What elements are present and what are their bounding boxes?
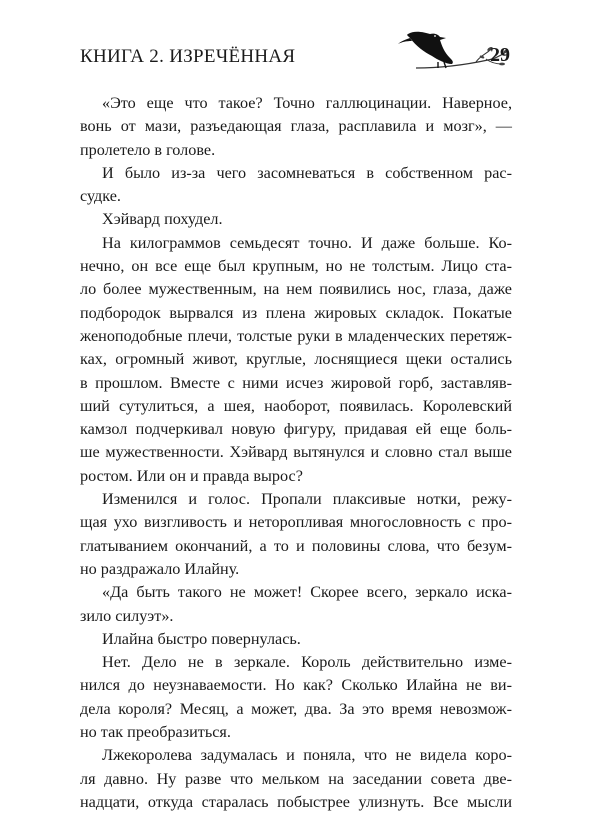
text-line: «Это еще что такое? Точно галлюцинации. Наверное, (102, 94, 512, 112)
text-line: надцати, откуда старалась побыстрее улизнуть. Все мысли (80, 792, 512, 811)
text-line: ло более мужественным, на нем появились нос, глаза, даже (80, 280, 512, 299)
text-line: зило силуэт». (80, 606, 174, 625)
page-number: 29 (490, 44, 510, 66)
text-line: Нет. Дело не в зеркале. Король действительно изме- (102, 653, 512, 672)
text-line: судке. (80, 187, 121, 206)
text-line: ках, огромный живот, круглые, лоснящиеся щеки остались (80, 350, 512, 369)
text-line: ростом. Или он и правда вырос? (80, 466, 303, 485)
text-line: подбородок вырвался из плена жировых складок. Покатые (80, 303, 512, 322)
text-line: камзол подчеркивал новую фигуру, придавая ей еще боль- (80, 420, 512, 439)
text-line: нился до неузнаваемости. Но как? Сколько Илайна не ви- (80, 676, 512, 695)
text-line: На килограммов семьдесят точно. И даже больше. Ко- (102, 233, 512, 252)
text-line: ля давно. Ну разве что мельком на заседании совета две- (80, 769, 512, 788)
text-line: глатыванием окончаний, а то и половины слова, что безум- (80, 536, 512, 555)
text-line: Илайна быстро повернулась. (102, 629, 301, 648)
text-line: в прошлом. Вместе с ними исчез жировой горб, заставляв- (80, 373, 512, 392)
text-line: Лжекоролева задумалась и поняла, что не видела коро- (102, 746, 512, 765)
text-line: И было из-за чего засомневаться в собственном рас- (102, 163, 512, 182)
running-header (80, 38, 510, 78)
text-line: ший сутулиться, а шея, наоборот, появилась. Королевский (80, 396, 512, 415)
text-line: «Да быть такого не может! Скорее всего, зеркало иска- (102, 583, 512, 602)
text-line: но раздражало Илайну. (80, 559, 240, 578)
text-line: вонь от мази, разъедающая глаза, расплавила и мозг», — (80, 117, 512, 136)
text-line: Хэйвард похудел. (102, 210, 223, 229)
text-line: ше мужественности. Хэйвард вытянулся и словно стал выше (80, 443, 512, 462)
book-title: КНИГА 2. ИЗРЕЧЁННАЯ (80, 46, 296, 67)
text-line: но так преобразиться. (80, 723, 231, 742)
text-line: дела короля? Месяц, а может, два. За это время невозмож- (80, 699, 512, 718)
text-line: пролетело в голове. (80, 140, 216, 159)
body-text (80, 92, 512, 814)
text-line: женоподобные плечи, толстые руки в младенческих перетяж- (80, 326, 512, 345)
text-line: нечно, он все еще был крупным, но не толстым. Лицо ста- (80, 257, 512, 276)
text-line: Изменился и голос. Пропали плаксивые нотки, режу- (102, 490, 512, 509)
text-line: щая ухо визгливость и неторопливая многословность с про- (80, 513, 512, 532)
